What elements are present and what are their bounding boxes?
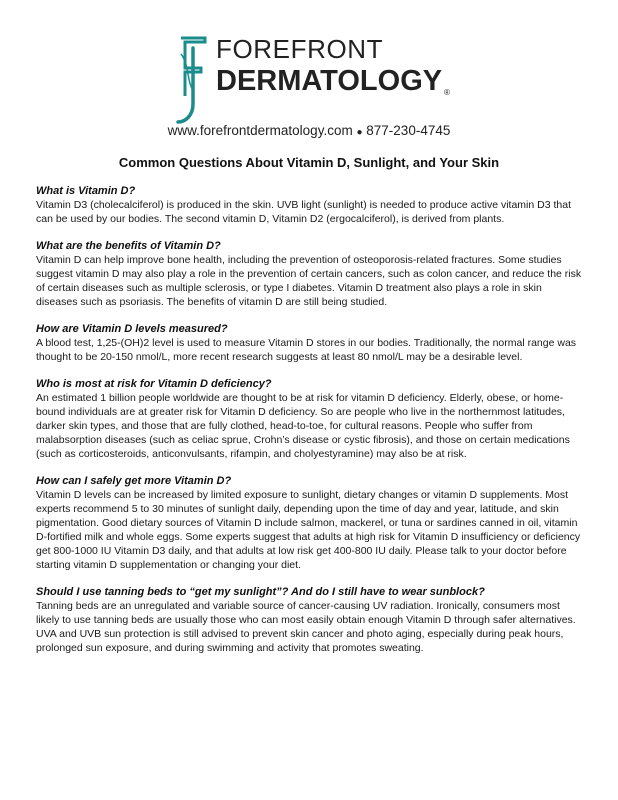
faq-answer: Vitamin D can help improve bone health, including the prevention of osteoporosis-related fractures. Some studies suggest vitamin D may also play a role in the prevention of certain cancers, such as colon cancer, and reduce the risk of certain diseases such as multiple sclerosis, or type I diabetes. Vitamin D treatment also plays a role in skin diseases such as psoriasis. The benefits of vitamin D are still being studied. [36,254,582,308]
faq-question: What are the benefits of Vitamin D? [36,240,221,252]
faq-section [36,474,586,572]
faq-question: What is Vitamin D? [36,185,136,197]
fd-monogram-icon [175,34,209,126]
faq-section [36,377,586,461]
contact-line [0,123,618,138]
faq-answer: A blood test, 1,25-(OH)2 level is used to measure Vitamin D stores in our bodies. Traditionally, the normal range was thought to be 20-150 nmol/L, more recent research suggests at least 80 nmol/L may be a desirable level. [36,337,577,363]
faq-question: Should I use tanning beds to “get my sunlight”? And do I still have to wear sunblock? [36,586,485,598]
faq-answer: Vitamin D levels can be increased by limited exposure to sunlight, dietary changes or vitamin D supplements. Most experts recommend 5 to 30 minutes of sunlight daily, depending upon the time of day and year, latitude, and skin pigmentation. Good dietary sources of Vitamin D include salmon, mackerel, or tuna or sardines canned in oil, vitamin D-fortified milk and whole eggs. Some experts suggest that adults at high risk for Vitamin D insufficiency or deficiency get 800-1000 IU Vitamin D3 daily, and that adults at low risk get 400-800 IU daily. Please talk to your doctor before starting vitamin D supplementation or changing your diet. [36,489,581,571]
faq-section [36,184,586,226]
faq-answer: An estimated 1 billion people worldwide are thought to be at risk for vitamin D deficiency. Elderly, obese, or home-bound individuals are at greater risk for Vitamin D deficiency. So are people who live in the northernmost latitudes, darker skin types, and those that are fully clothed, head-to-toe, for cultural reasons. People who suffer from malabsorption diseases (such as celiac sprue, Crohn’s disease or cystic fibrosis), and those on certain medications (such as corticosteroids, anticonvulsants, rifampin, and cholyestyramine) may also be at risk. [36,392,570,460]
faq-answer: Tanning beds are an unregulated and variable source of cancer-causing UV radiation. Ironically, consumers most likely to use tanning beds are usually those who can most easily obtain enough Vitamin D through safer alternatives. UVA and UVB sun protection is still advised to prevent skin cancer and photo aging, especially during peak hours, prolonged sun exposure, and during swimming and activity that promotes sweating. [36,600,576,654]
phone-number: 877-230-4745 [366,123,451,138]
website-link[interactable]: www.forefrontdermatology.com [167,123,353,138]
faq-section [36,239,586,309]
faq-section [36,585,586,655]
logo-text-dermatology: DERMATOLOGY [216,65,443,97]
faq-answer: Vitamin D3 (cholecalciferol) is produced in the skin. UVB light (sunlight) is needed to produce active vitamin D3 that can be used by our bodies. The second vitamin D, Vitamin D2 (ergocalciferol), is derived from plants. [36,199,571,225]
registered-mark: ® [444,88,450,97]
faq-question: How are Vitamin D levels measured? [36,323,228,335]
faq-content [36,184,586,668]
document-title: Common Questions About Vitamin D, Sunlight, and Your Skin [118,155,500,170]
faq-question: Who is most at risk for Vitamin D deficiency? [36,378,272,390]
faq-section [36,322,586,364]
separator-dot: ● [356,127,363,138]
forefront-dermatology-logo [175,34,460,126]
logo-text-forefront: FOREFRONT [216,34,384,64]
faq-question: How can I safely get more Vitamin D? [36,475,232,487]
